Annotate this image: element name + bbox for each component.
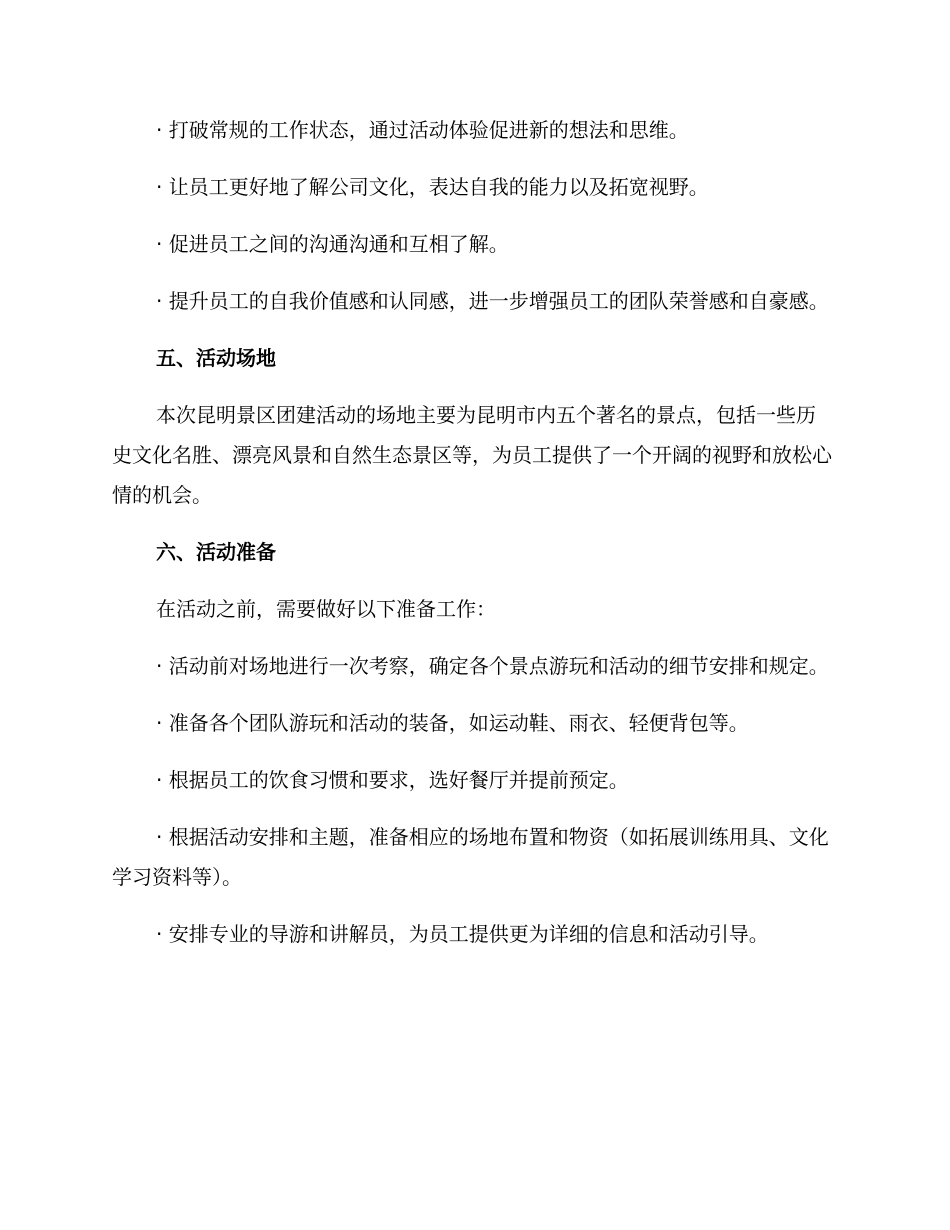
bullet-item-site-inspection: · 活动前对场地进行一次考察，确定各个景点游玩和活动的细节安排和规定。 — [156, 654, 829, 678]
section-heading-venue: 五、活动场地 — [156, 346, 276, 370]
venue-paragraph: 本次昆明景区团建活动的场地主要为昆明市内五个著名的景点，包括一些历史文化名胜、漂亮风景和自然生态景区等，为员工提供了一个开阔的视野和放松心情的机会。 — [112, 403, 832, 507]
bullet-item-equipment: · 准备各个团队游玩和活动的装备，如运动鞋、雨衣、轻便背包等。 — [156, 711, 749, 735]
bullet-item-restaurant: · 根据员工的饮食习惯和要求，选好餐厅并提前预定。 — [156, 768, 629, 792]
bullet-item-guides: · 安排专业的导游和讲解员，为员工提供更为详细的信息和活动引导。 — [156, 922, 769, 946]
document-body — [112, 110, 832, 954]
bullet-item-self-value: · 提升员工的自我价值感和认同感，进一步增强员工的团队荣誉感和自豪感。 — [156, 289, 829, 313]
bullet-item-venue-setup: · 根据活动安排和主题，准备相应的场地布置和物资（如拓展训练用具、文化学习资料等）。 — [112, 825, 829, 889]
bullet-item-break-routine: · 打破常规的工作状态，通过活动体验促进新的想法和思维。 — [156, 118, 689, 142]
preparation-intro: 在活动之前，需要做好以下准备工作： — [156, 597, 496, 621]
bullet-item-company-culture: · 让员工更好地了解公司文化，表达自我的能力以及拓宽视野。 — [156, 175, 709, 199]
bullet-item-communication: · 促进员工之间的沟通沟通和互相了解。 — [156, 232, 509, 256]
section-heading-preparation: 六、活动准备 — [156, 540, 276, 564]
